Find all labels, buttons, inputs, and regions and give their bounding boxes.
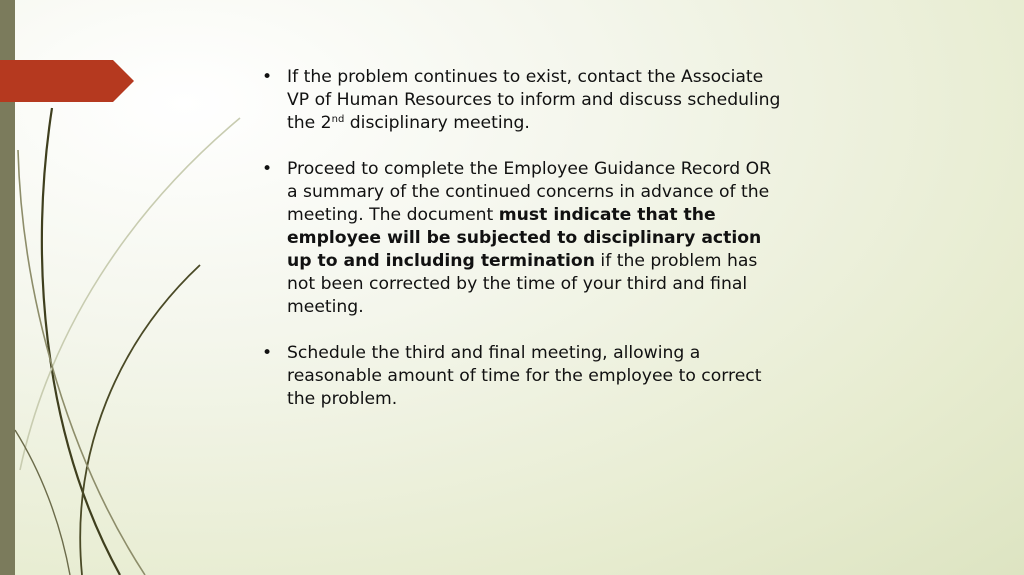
bullet-marker: • [262,67,273,87]
ordinal-superscript: nd [331,114,345,125]
bullet-text: Proceed to complete the Employee Guidance Record OR a summary of the continued concerns in advance of the meeting. The document [287,159,772,225]
bullet-marker: • [262,159,273,179]
bullet-bold-text: must indicate that the employee will be subjected to disciplinary action up to and including termination [287,205,762,271]
bullet-item [262,342,782,411]
bullet-text-tail: disciplinary meeting. [344,113,530,133]
bullet-item [262,66,782,135]
bullet-text: Schedule the third and final meeting, allowing a reasonable amount of time for the employee to correct the problem. [287,343,762,409]
decorative-grass-curves [0,0,260,575]
bullet-text-tail: if the problem has not been corrected by the time of your third and final meeting. [287,251,758,317]
bullet-list [262,66,782,434]
bullet-text: If the problem continues to exist, contact the Associate VP of Human Resources to inform and discuss scheduling the 2 [287,67,781,133]
bullet-item [262,158,782,319]
bullet-marker: • [262,343,273,363]
